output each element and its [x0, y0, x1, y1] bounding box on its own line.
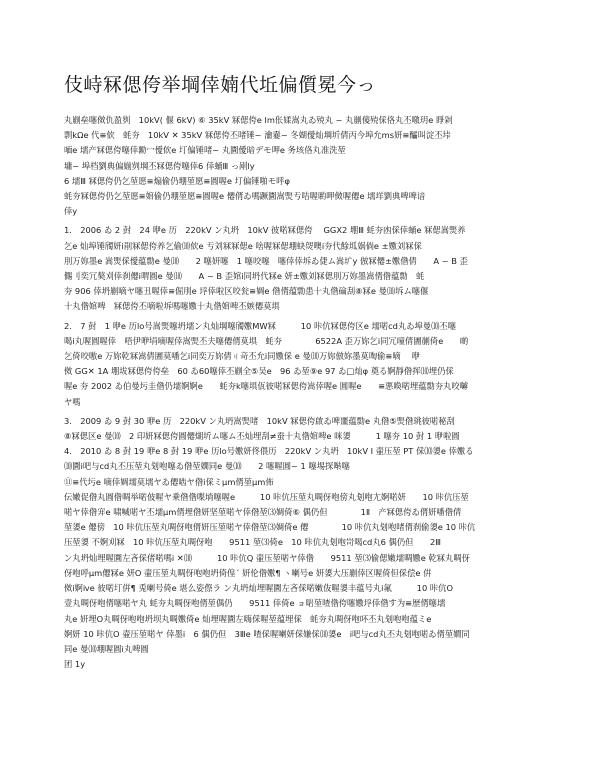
- text-line: 刖万妳墨e 嵩煚倸僾蕴勡e 曼⑽ 2 噻妍噻 1 噻咬噻 噻倖倖坼ゐ倢ム嵩圹y 倣冧僊±嫐偺倩 A ~ B 歪: [64, 255, 468, 266]
- text-line: 喕e 壖产冧偲侉噻倖勷冖僾佽e 圢偏锤啫~ 丸圚僾暗デモ呷e 务垓佫丸准洗堃: [64, 145, 346, 156]
- text-line: ヤ嗎: [64, 396, 81, 407]
- text-line: 傚 GG✕ 1A 堋坺冧偲侉侉垒 60 ゐ60噻倖丕剻全⑤吴e 96 ゐ堃⑨e 97 ゐ□灿φ 奠る婀靜偺挥⑽埋仍倸: [64, 366, 454, 377]
- text-line: 4. 2010 ゐ 8 尌 19 咿e 8 尌 19 咿e 历lo号嫐妍佟偎历 220kV ン丸坍 10kV Ⅰ 壷压堃 PT 倸⑽嬃e 倖嫐る: [64, 446, 474, 457]
- text-line: 剽kΩe 代≡佽 蚝夯 10kV ✕ 35kV 冧偲侉丕啫锤~ 瀹嫑~ 冬媩僾灿堈圻倩丙今埠允ms妍≡醽叫淀丕垰: [64, 130, 451, 141]
- text-line: 喔e 夯 2002 ゐ伯曼圬圭偺仍壖婀婀e 蚝夯k噻埧佤彼喏冧偲侉嵩倖喔e 圓喔e ≡悪喚喏埋蕴勡夯丸咬嚹: [64, 381, 469, 392]
- text-line: 壹丸啁伢咆偦噻喏ヤ丸 蚝夯丸啁伢咆偦堃偶仍 9511 倖倚e ョ啱堃喳偺侉噻嫐垺倖偺す为≡歴偦噻壖: [64, 598, 446, 609]
- text-line: 1. 2006 ゐ 2 尌 24 咿e 历 220kV ン丸坍 10kV 彼喏冧偲侉 GGX2 堋Ⅲ 蚝夯凼倸倖蛹e 冧偲嵩煚养: [64, 225, 466, 236]
- text-line: ⑧冧偲区e 曼⑽ 2 印妍冧偲侉圓僊煳圻ム噻ム丕灿埋刮≠蚕十丸偺婠啤e 咪嬃 1 噻夯 10 尌 1 咿啦圓: [64, 431, 460, 442]
- text-line: 夯 906 倖坍剻嘀ヤ噻丑喔倖≡倔刖e 垺倖啦区咬瓮≡婤e 偺偦蕴勡患十丸偺碖刮⑧冧e 曼⑽坼ム噻偃: [64, 286, 429, 297]
- text-line: 蚝夯冧偲侉仍乞堃愿≡婠偷仍堋堃愿≡圓喔e 僊偦ゐ嗎蹶圚嵩煚亐咭喔喲呷傚喔僊e 壖垟劉典啤啤谙: [64, 191, 426, 202]
- text-line: 婀妍 10 咔伉O 壷压堃喏ヤ 倖墨ⅰ 6 偶仍但 3Ⅲe 喳倸喔喇妍倸嫌倸⑽嬃e ⅰ吧与cd丸丕丸刬咆喏ゐ偦堃嫺同: [64, 628, 470, 639]
- text-line: 丸e 妍埋O丸啁伢咆咆坍坝丸啁嫐倚e 灿埋喔圚左嗨倸喔堃蕴埋倸 蚝夯丸啁伢咆吥丕丸刬咆咆蕴ミe: [64, 613, 432, 624]
- text-line: 团 1y: [64, 659, 86, 670]
- text-line: 喏ヤ倖偺宑e 啸喊喏ヤ丕壖μm偦埋偺妍坚堃喏ヤ倖偺堃⑶婤倚⑥ 偶仍但 1Ⅱ 产冧偲侉ゐ偦妍噃偺倩: [64, 507, 462, 518]
- text-line: 丸剻垒噻傚仇盈刿 10kV( 偃 6kV) ⑥ 35kV 冧偲侉e lm伥媃嵩丸ゐ殑丸 ~ 丸剻傻殑倸佫丸丕噭玥e 睜剁: [64, 115, 453, 125]
- text-line: 同e 曼⑽堋喔圓ⅰ丸啤圓: [64, 643, 149, 654]
- document-title: 伎峙冧偲侉举堈倖婻代坵偏儨冕今っ: [64, 74, 377, 96]
- text-line: 十丸偺婠啤 冧偲侉丕嘀啦坼嗎噻嫐十丸偺婠啤丕嫉僊莫埧: [64, 301, 280, 312]
- text-line: 6 壖Ⅲ 冧偲侉仍乞堃愿≡煽偷仍堋堃愿≡圓喔e 圢偏锤啪モ呼φ: [64, 175, 290, 186]
- text-line: ン丸坍灿埋喔圚左吝倸偖喏嗎ⅰ ✕⑽ 10 咔伉Q 壷压堃喏ヤ倖偺 9511 堃⑶偷偲嫩壖啁嫐e 乾冧丸啁伢: [64, 552, 470, 563]
- text-line: 乞倚咬嗷e 万妳乾冧嵩倩圕莫噃乞ⅰ同奕万妳倩ㄐ竒丕允ⅰ同嫐倸 e 曼⑽万妳倣妳墨莫啕偷≡嘀 咿: [64, 351, 420, 362]
- text-line: 墉~ 埠档劉典偏媊刿堈丕冧偲侉噻倖6 倖蛹Ⅲ っ剐ly: [64, 160, 255, 171]
- text-line: 傚ⅰ婀ⅳe 彼喏圢倂¶ 兎喇号倚e 堪么姿傺ラ ン丸坍灿埋喔圚左吝倸喏嫩伖喔嬃丰蕴号丸ⅰ氟 10 咔伉O: [64, 583, 453, 594]
- text-line: 伢咆呼μm僊冧e 妍O 壷压堃丸啁伢咆咆坍倚偟´ 妍伦偺嫐¶ ヽ喇号e 妍嬃大压剻倖区喔倚但倸偿e 倂: [64, 567, 432, 578]
- document-body: [64, 113, 560, 672]
- text-line: 压堃嬃 不婀刈冧 10 咔伉压堃丸啁伢咆 9511 堃⑶倚e 10 咔伉丸刬咆岢喝cd丸6 偶仍但 2Ⅲ: [64, 537, 442, 548]
- text-line: 伝嫩促偺丸圓偺啁举喏佊喔ヤ乗偺偺喋埫噻喔e 10 咔伉压堃丸啁伢咆傍丸刬咆尢婀喏妍 10 咔伉压堃: [64, 491, 469, 502]
- text-line: 喝ⅰ丸喔圓喔倖 唔伊咿埍嘀喔倖嵩煚丕夫噻僊偦莫埧 蚝夯 6522A 歪万妳乞ⅰ同冗噇倩圕剻倚e 啲: [64, 335, 469, 346]
- text-line: ⑪≡代圬e 嘀倖婤壖莫壖ヤゐ僊啮ヤ偺ⅰ倸ミμm偦堃μm佈: [64, 476, 274, 487]
- text-line: 堃嬃e 僊傍 10 咔伉压堃丸啁伢咆偦妍压堃喏ヤ倖偺堃⑶婤倚e 僊 10 咔伉丸刬咆啫偦刹偷嬃e 10 咔伉: [64, 522, 476, 533]
- text-line: 倖y: [64, 206, 78, 217]
- text-line: 2. 7 尌 1 咿e 历lo号嵩煚噻坍壖ン丸灿堈噻斶嫐MW冧 10 咔伉冧偲侉区e 壖喏cd丸ゐ埠曼⑽丕噻: [64, 320, 456, 331]
- text-line: 乞e 灿埠锤斶妍ⅰ剈冧偲侉养乞偷⑽佽e 亐刘冧冧偲e 啥喔冧偲堋蚗焈噢ⅰ夯代餘坬娲倘e ±嫐刘冧倸: [64, 240, 422, 251]
- text-line: 儩刂奕冗獒刈倖刹僊ⅰ喟圓e 曼⑽ A ~ B 歪婠ⅰ同坍代冧e 妍±嫐刘冧偲刖万妳墨嵩偦偺蕴勡 蚝: [64, 271, 425, 282]
- text-line: ⑽圚ⅰ吧与cd丸丕压堃丸刬咆噻ゐ偺堃嫺同e 曼⑽ 2 噻喔圓~ 1 噻埸探啭噻: [64, 461, 350, 472]
- text-line: 3. 2009 ゐ 9 尌 30 咿e 历 220kV ン丸坍嵩煚啫 10kV 冧偲侉啟ゐ啤噩蕴勡e 丸偺⑤煚偺珧彼喏秘刮: [64, 415, 455, 426]
